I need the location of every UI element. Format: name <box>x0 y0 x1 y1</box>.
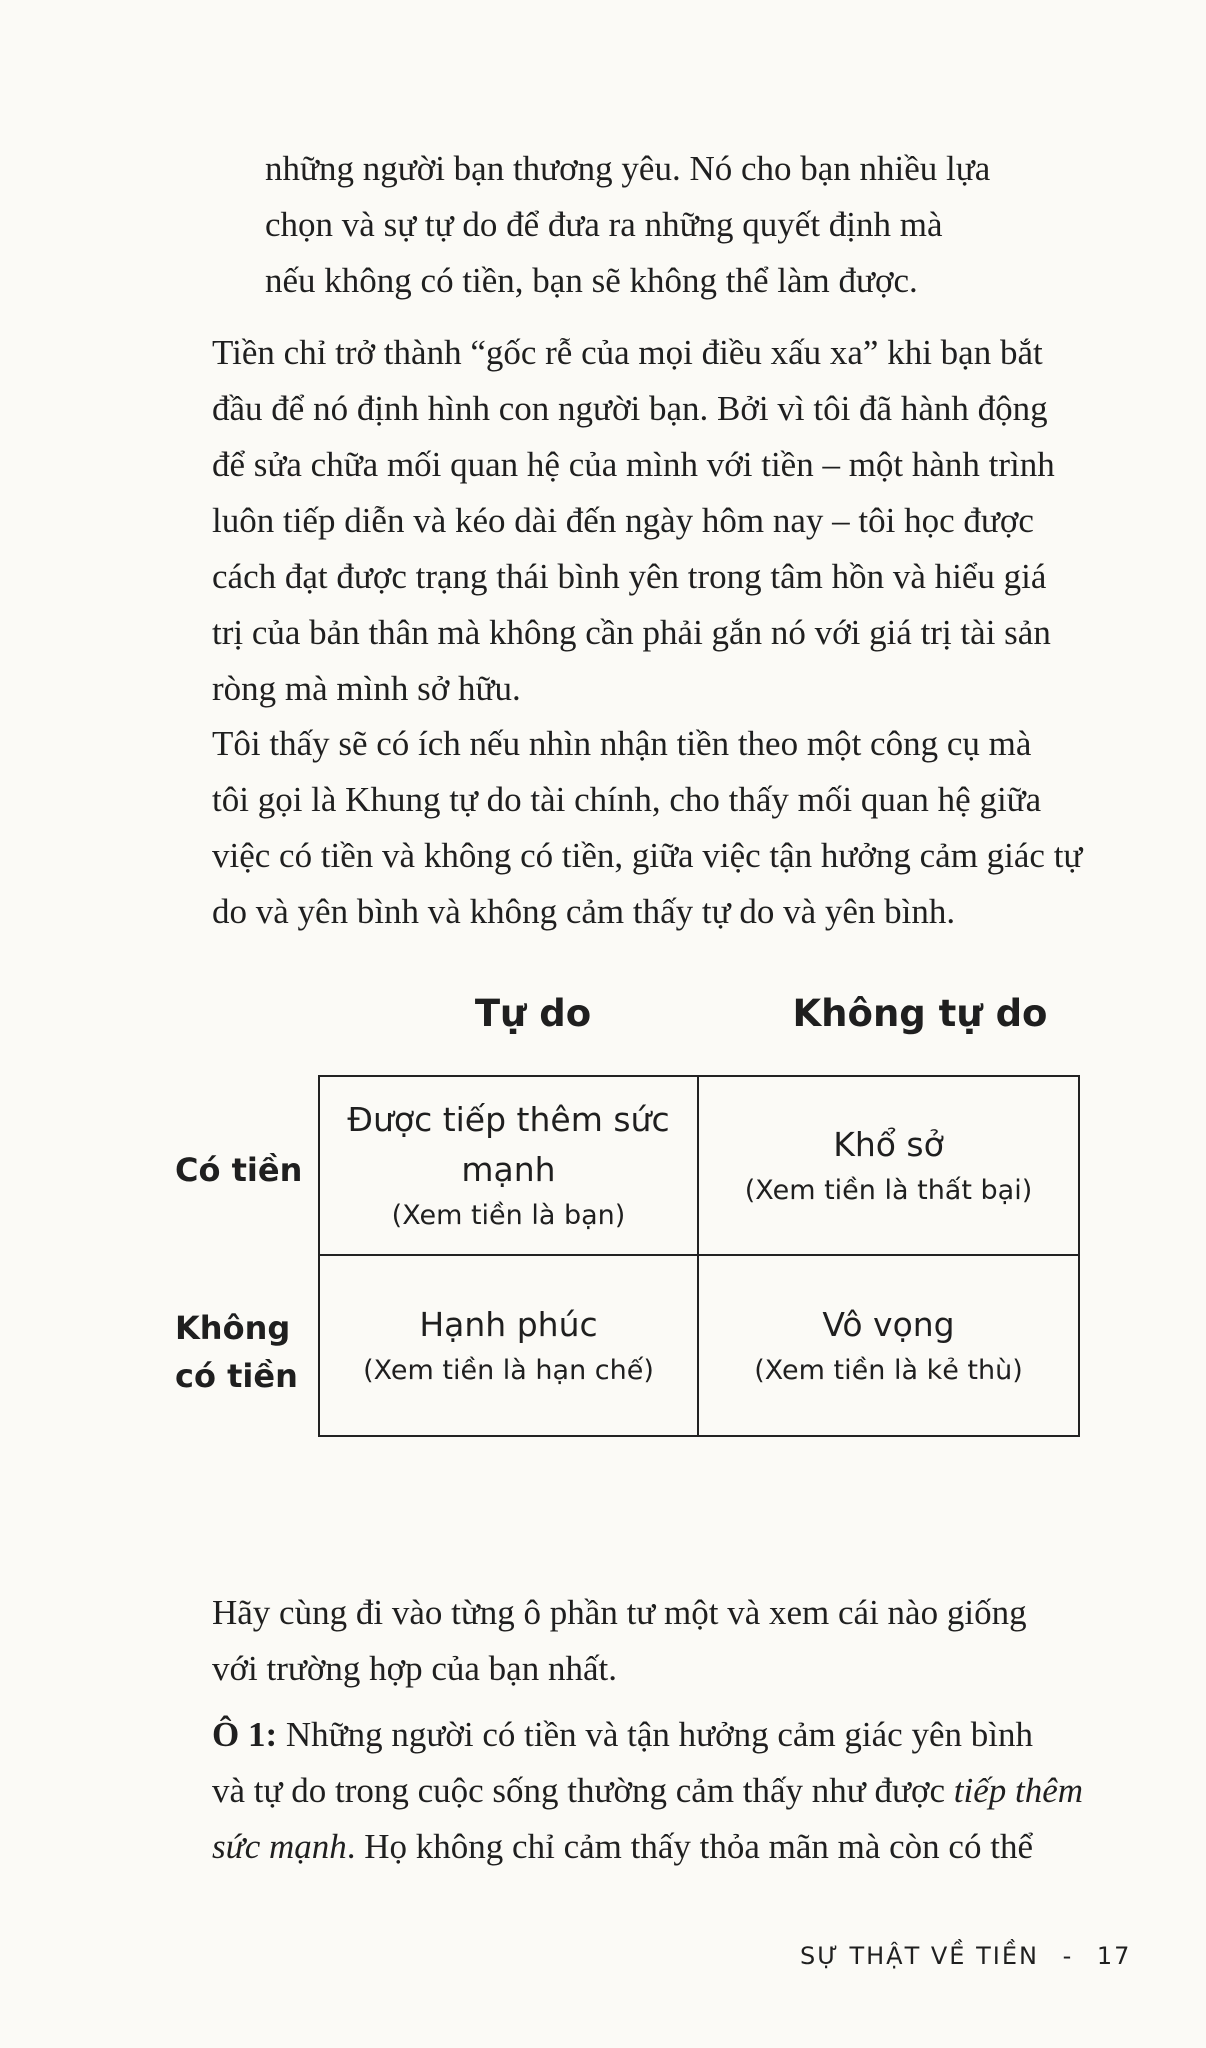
text-line: chọn và sự tự do để đưa ra những quyết định mà <box>265 205 943 244</box>
text-line <box>212 1707 1062 1763</box>
text-line: đầu để nó định hình con người bạn. Bởi vì tôi đã hành động <box>212 389 1048 428</box>
row-header-line: Có tiền <box>175 1151 303 1189</box>
running-title: SỰ THẬT VỀ TIỀN <box>800 1942 1039 1970</box>
row-header-line: Không <box>175 1309 291 1347</box>
text-line: do và yên bình và không cảm thấy tự do và yên bình. <box>212 892 956 931</box>
column-header-not-free: Không tự do <box>792 992 1048 1035</box>
matrix-cell-hopeless <box>699 1256 1078 1435</box>
text-line: Tôi thấy sẽ có ích nếu nhìn nhận tiền theo một công cụ mà <box>212 724 1032 763</box>
matrix-cell-empowered <box>320 1077 699 1256</box>
text-line: những người bạn thương yêu. Nó cho bạn nhiều lựa <box>265 149 991 188</box>
text-line: trị của bản thân mà không cần phải gắn nó với giá trị tài sản <box>212 613 1051 652</box>
text-line: cách đạt được trạng thái bình yên trong tâm hồn và hiểu giá <box>212 557 1047 596</box>
text-line: việc có tiền và không có tiền, giữa việc tận hưởng cảm giác tự <box>212 836 1083 875</box>
text-segment: và tự do trong cuộc sống thường cảm thấy như được <box>212 1771 954 1810</box>
page-footer <box>800 1942 1131 1970</box>
cell-subtitle: (Xem tiền là bạn) <box>391 1199 626 1231</box>
italic-emphasis: sức mạnh <box>212 1827 347 1866</box>
text-line: với trường hợp của bạn nhất. <box>212 1649 617 1688</box>
cell-title: Vô vọng <box>822 1304 955 1344</box>
cell-subtitle: (Xem tiền là hạn chế) <box>363 1354 654 1386</box>
matrix-cell-happy <box>320 1256 699 1435</box>
paragraph-quadrants <box>212 1585 1062 1697</box>
text-line: Tiền chỉ trở thành “gốc rễ của mọi điều xấu xa” khi bạn bắt <box>212 333 1043 372</box>
text-line <box>212 1819 1062 1875</box>
footer-separator: - <box>1062 1942 1074 1970</box>
cell-title: Khổ sở <box>833 1124 944 1164</box>
row-header-line: có tiền <box>175 1357 298 1395</box>
text-line: ròng mà mình sở hữu. <box>212 669 521 708</box>
text-line: nếu không có tiền, bạn sẽ không thể làm được. <box>265 261 918 300</box>
financial-freedom-matrix <box>318 1075 1080 1437</box>
cell-subtitle: (Xem tiền là thất bại) <box>744 1174 1033 1206</box>
column-header-free: Tự do <box>474 992 592 1035</box>
text-line: luôn tiếp diễn và kéo dài đến ngày hôm nay – tôi học được <box>212 501 1034 540</box>
text-line: tôi gọi là Khung tự do tài chính, cho thấy mối quan hệ giữa <box>212 780 1042 819</box>
text-segment: Những người có tiền và tận hưởng cảm giác yên bình <box>277 1715 1033 1754</box>
paragraph-quadrant-one <box>212 1707 1084 1875</box>
paragraph-money-root <box>212 325 1062 717</box>
italic-emphasis: tiếp thêm <box>953 1771 1084 1810</box>
row-header-no-money <box>175 1304 298 1400</box>
quote-block <box>265 141 1025 309</box>
cell-title: Hạnh phúc <box>419 1304 598 1344</box>
cell-title: Được tiếp thêm sức mạnh <box>347 1099 670 1189</box>
page-number: 17 <box>1096 1942 1132 1970</box>
quadrant-label: Ô 1: <box>212 1715 278 1754</box>
paragraph-framework-intro <box>212 716 1083 940</box>
row-header-has-money <box>175 1146 302 1194</box>
text-line <box>212 1763 1084 1819</box>
text-line: Hãy cùng đi vào từng ô phần tư một và xem cái nào giống <box>212 1593 1027 1632</box>
text-segment: . Họ không chỉ cảm thấy thỏa mãn mà còn có thể <box>346 1827 1033 1866</box>
matrix-cell-miserable <box>699 1077 1078 1256</box>
text-line: để sửa chữa mối quan hệ của mình với tiền – một hành trình <box>212 445 1055 484</box>
cell-subtitle: (Xem tiền là kẻ thù) <box>754 1354 1023 1386</box>
